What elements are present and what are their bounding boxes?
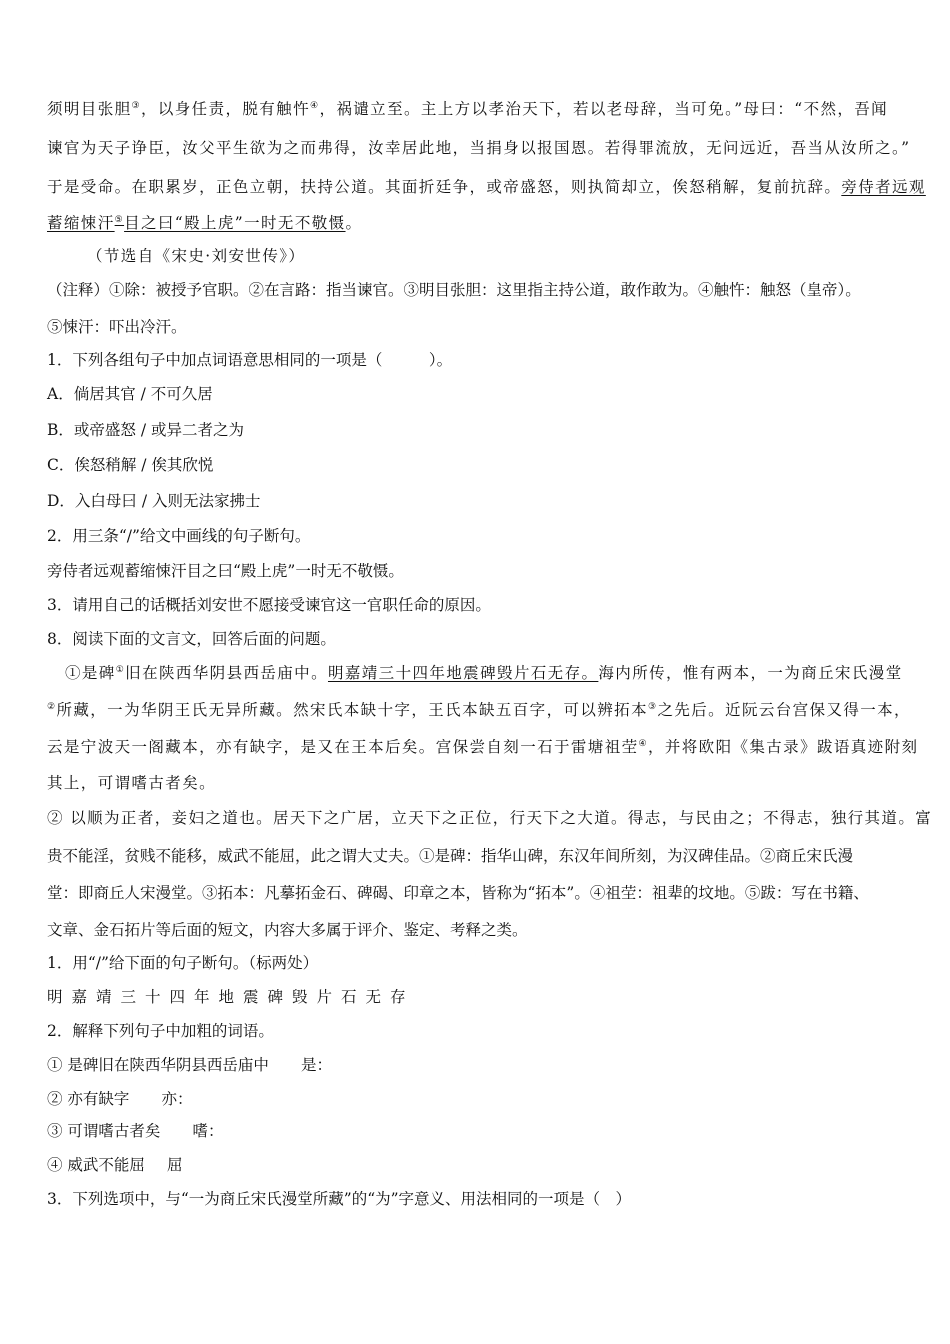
text: ，祸谴立至。主上方以孝治天下，若以老母辞，当可免。”母曰：“不然，吾闻 xyxy=(319,100,889,118)
item-sentence: ① 是碑旧在陕西华阴县西岳庙中 xyxy=(47,1056,269,1074)
question-1-stem: 1．下列各组句子中加点词语意思相同的一项是（ ）。 xyxy=(47,351,453,369)
passage1-line-3 xyxy=(47,176,926,198)
passage3-line-4: 文章、金石拓片等后面的短文，内容大多属于评介、鉴定、考释之类。 xyxy=(47,921,528,939)
footnote-mark: ⑤ xyxy=(114,215,125,225)
underlined-sentence: 明嘉靖三十四年地震碑毁片石无存。 xyxy=(327,664,599,682)
s8-question-1-chars: 明嘉靖三十四年地震碑毁片石无存 xyxy=(47,988,415,1006)
underlined-sentence: 目之曰“殿上虎”一时无不敬慑 xyxy=(124,214,346,232)
notes-line-1: （注释）①除：被授予官职。②在言路：指当谏官。③明目张胆：这里指主持公道，敢作敢为。④触忤：触怒（皇帝）。 xyxy=(47,281,861,299)
footnote-mark: ① xyxy=(115,665,126,675)
option-a: A．倘居其官 / 不可久居 xyxy=(47,385,213,403)
s8-question-3-stem: 3．下列选项中，与“一为商丘宋氏漫堂所藏”的“为”字意义、用法相同的一项是（ ） xyxy=(47,1190,632,1208)
s8-question-1-stem: 1．用“/”给下面的句子断句。（标两处） xyxy=(47,954,319,972)
text: 之先后。近阮云台宫保又得一本， xyxy=(657,701,911,719)
passage2-line-3 xyxy=(47,736,918,758)
s8-question-2-item-3 xyxy=(47,1120,223,1142)
option-c: C．俟怒稍解 / 俟其欣悦 xyxy=(47,456,214,474)
text: ，并将欧阳《集古录》跋语真迹附刻 xyxy=(647,738,919,756)
footnote-mark: ③ xyxy=(647,702,658,712)
source-citation: （节选自《宋史·刘安世传》） xyxy=(87,247,306,265)
s8-question-2-item-2 xyxy=(47,1088,192,1110)
text: 。 xyxy=(345,214,363,232)
text: 海内所传，惟有两本，一为商丘宋氏漫堂 xyxy=(598,664,903,682)
passage2-line-4: 其上，可谓嗜古者矣。 xyxy=(47,774,217,792)
underlined-sentence: 旁侍者远观 xyxy=(841,178,926,196)
question-3-stem: 3．请用自己的话概括刘安世不愿接受谏官这一官职任命的原因。 xyxy=(47,596,491,614)
option-b: B．或帝盛怒 / 或异二者之为 xyxy=(47,421,244,439)
passage3-line-1: ② 以顺为正者，妾妇之道也。居天下之广居，立天下之正位，行天下之大道。得志，与民由之；不得志，独行其道。富 xyxy=(47,809,933,827)
footnote-mark: ④ xyxy=(638,739,648,749)
s8-question-2-stem: 2．解释下列句子中加粗的词语。 xyxy=(47,1022,274,1040)
footnote-mark: ④ xyxy=(310,101,320,111)
question-2-stem: 2．用三条“/”给文中画线的句子断句。 xyxy=(47,527,311,545)
footnote-mark: ③ xyxy=(131,101,141,111)
text: 云是宁波天一阁藏本，亦有缺字，是又在王本后矣。宫保尝自刻一石于雷塘祖茔 xyxy=(47,738,639,756)
item-sentence: ② 亦有缺字 xyxy=(47,1090,130,1108)
text: 旧在陕西华阴县西岳庙中。 xyxy=(125,664,328,682)
text: 须明目张胆 xyxy=(47,100,132,118)
text: 所藏，一为华阴王氏无异所藏。然宋氏本缺十字，王氏本缺五百字，可以辨拓本 xyxy=(56,701,648,719)
item-sentence: ④ 威武不能屈 xyxy=(47,1156,145,1174)
notes-line-2: ⑤悚汗：吓出冷汗。 xyxy=(47,318,187,336)
text: 于是受命。在职累岁，正色立朝，扶持公道。其面折廷争，或帝盛怒，则执简却立，俟怒稍解，复前抗辞。 xyxy=(47,178,842,196)
underlined-sentence: 蓄缩悚汗 xyxy=(47,214,115,232)
s8-question-2-item-4 xyxy=(47,1154,182,1176)
item-sentence: ③ 可谓嗜古者矣 xyxy=(47,1122,161,1140)
passage1-line-4 xyxy=(47,212,362,234)
passage1-line-1 xyxy=(47,98,888,120)
text: ，以身任责，脱有触忤 xyxy=(140,100,310,118)
passage3-line-2: 贵不能淫，贫贱不能移，威武不能屈，此之谓大丈夫。①是碑：指华山碑，东汉年间所刻，为汉碑佳品。②商丘宋氏漫 xyxy=(47,847,854,865)
item-word: 亦： xyxy=(161,1090,193,1108)
footnote-mark: ② xyxy=(47,702,57,712)
option-d: D．入白母曰 / 入则无法家拂士 xyxy=(47,492,261,510)
item-word: 嗜： xyxy=(192,1122,224,1140)
section-8-heading: 8．阅读下面的文言文，回答后面的问题。 xyxy=(47,630,336,648)
passage3-line-3: 堂：即商丘人宋漫堂。③拓本：凡摹拓金石、碑碣、印章之本，皆称为“拓本”。④祖茔：祖辈的坟地。⑤跋：写在书籍、 xyxy=(47,884,869,902)
item-word: 屈 xyxy=(166,1156,183,1174)
question-2-sentence: 旁侍者远观蓄缩悚汗目之曰“殿上虎”一时无不敬慑。 xyxy=(47,562,404,580)
passage2-line-2 xyxy=(47,699,911,721)
passage2-line-1 xyxy=(65,662,903,684)
text: ①是碑 xyxy=(65,664,116,682)
passage1-line-2: 谏官为天子诤臣，汝父平生欲为之而弗得，汝幸居此地，当捐身以报国恩。若得罪流放，无问远近，吾当从汝所之。” xyxy=(47,139,911,157)
item-word: 是： xyxy=(300,1056,332,1074)
s8-question-2-item-1 xyxy=(47,1054,332,1076)
